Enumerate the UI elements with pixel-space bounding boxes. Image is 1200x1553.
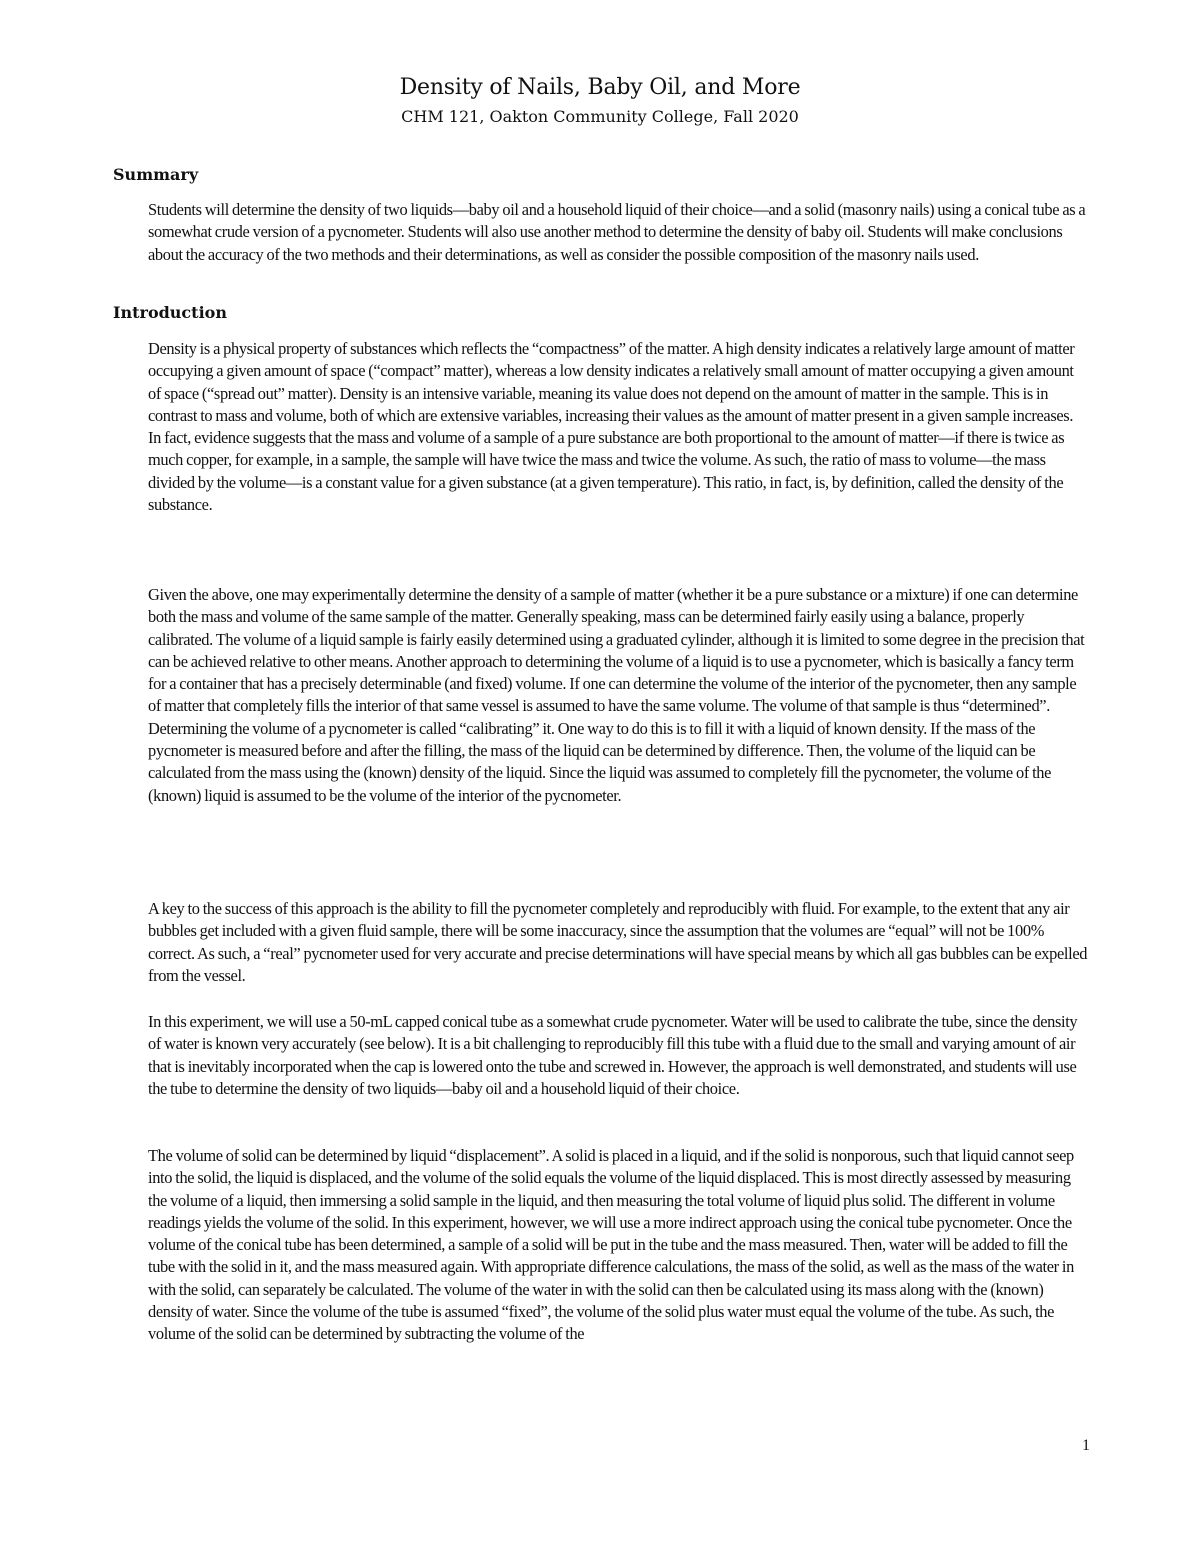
document-subtitle: CHM 121, Oakton Community College, Fall 2020 [401, 107, 799, 126]
page-number: 1 [1082, 1437, 1090, 1454]
summary-paragraph: Students will determine the density of two liquids—baby oil and a household liquid of their choice—and a solid (masonry nails) using a conical tube as a somewhat crude version of a pycnometer. Students will also use another method to determine the density of baby oil. Students will make conclusions about the accuracy of the two methods and their determinations, as well as consider the possible composition of the masonry nails used. [148, 200, 1086, 264]
introduction-heading: Introduction [113, 303, 227, 322]
intro-paragraph-5: The volume of solid can be determined by liquid “displacement”. A solid is placed in a liquid, and if the solid is nonporous, such that liquid cannot seep into the solid, the liquid is displaced, and the volume of the solid equals the volume of the liquid displaced. This is most directly assessed by measuring the volume of a liquid, then immersing a solid sample in the liquid, and then measuring the total volume of liquid plus solid. The different in volume readings yields the volume of the solid. In this experiment, however, we will use a more indirect approach using the conical tube pycnometer. Once the volume of the conical tube has been determined, a sample of a solid will be put in the tube and the mass measured. Then, water will be added to fill the tube with the solid in it, and the mass measured again. With appropriate difference calculations, the mass of the solid, as well as the mass of the water in with the solid, can separately be calculated. The volume of the water in with the solid can then be calculated using its mass along with the (known) density of water. Since the volume of the tube is assumed “fixed”, the volume of the solid plus water must equal the volume of the tube. As such, the volume of the solid can be determined by subtracting the volume of the [148, 1146, 1074, 1344]
intro-paragraph-4: In this experiment, we will use a 50-mL capped conical tube as a somewhat crude pycnometer. Water will be used to calibrate the tube, since the density of water is known very accurately (see below). It is a bit challenging to reproducibly fill this tube with a fluid due to the small and varying amount of air that is inevitably incorporated when the cap is lowered onto the tube and screwed in. However, the approach is well demonstrated, and students will use the tube to determine the density of two liquids—baby oil and a household liquid of their choice. [148, 1012, 1078, 1098]
intro-paragraph-3: A key to the success of this approach is the ability to fill the pycnometer completely and reproducibly with fluid. For example, to the extent that any air bubbles get included with a given fluid sample, there will be some inaccuracy, since the assumption that the volumes are “equal” will not be 100% correct. As such, a “real” pycnometer used for very accurate and precise determinations will have special means by which all gas bubbles can be expelled from the vessel. [148, 899, 1088, 985]
intro-paragraph-2: Given the above, one may experimentally determine the density of a sample of matter (whether it be a pure substance or a mixture) if one can determine both the mass and volume of the same sample of the matter. Generally speaking, mass can be determined fairly easily using a balance, properly calibrated. The volume of a liquid sample is fairly easily determined using a graduated cylinder, although it is limited to some degree in the precision that can be achieved relative to other means. Another approach to determining the volume of a liquid is to use a pycnometer, which is basically a fancy term for a container that has a precisely determinable (and fixed) volume. If one can determine the volume of the interior of the pycnometer, then any sample of matter that completely fills the interior of that same vessel is assumed to have the same volume. The volume of that sample is thus “determined”. Determining the volume of a pycnometer is called “calibrating” it. One way to do this is to fill it with a liquid of known density. If the mass of the pycnometer is measured before and after the filling, the mass of the liquid can be determined by difference. Then, the volume of the liquid can be calculated from the mass using the (known) density of the liquid. Since the liquid was assumed to completely fill the pycnometer, the volume of the (known) liquid is assumed to be the volume of the interior of the pycnometer. [148, 585, 1085, 805]
document-title: Density of Nails, Baby Oil, and More [399, 75, 801, 100]
intro-paragraph-1: Density is a physical property of substances which reflects the “compactness” of the matter. A high density indicates a relatively large amount of matter occupying a given amount of space (“compact” matter), whereas a low density indicates a relatively small amount of matter occupying a given amount of space (“spread out” matter). Density is an intensive variable, meaning its value does not depend on the amount of matter in the sample. This is in contrast to mass and volume, both of which are extensive variables, increasing their values as the amount of matter present in a given sample increases. In fact, evidence suggests that the mass and volume of a sample of a pure substance are both proportional to the amount of matter—if there is twice as much copper, for example, in a sample, the sample will have twice the mass and twice the volume. As such, the ratio of mass to volume—the mass divided by the volume—is a constant value for a given substance (at a given temperature). This ratio, in fact, is, by definition, called the density of the substance. [148, 339, 1075, 515]
summary-heading: Summary [113, 165, 199, 184]
